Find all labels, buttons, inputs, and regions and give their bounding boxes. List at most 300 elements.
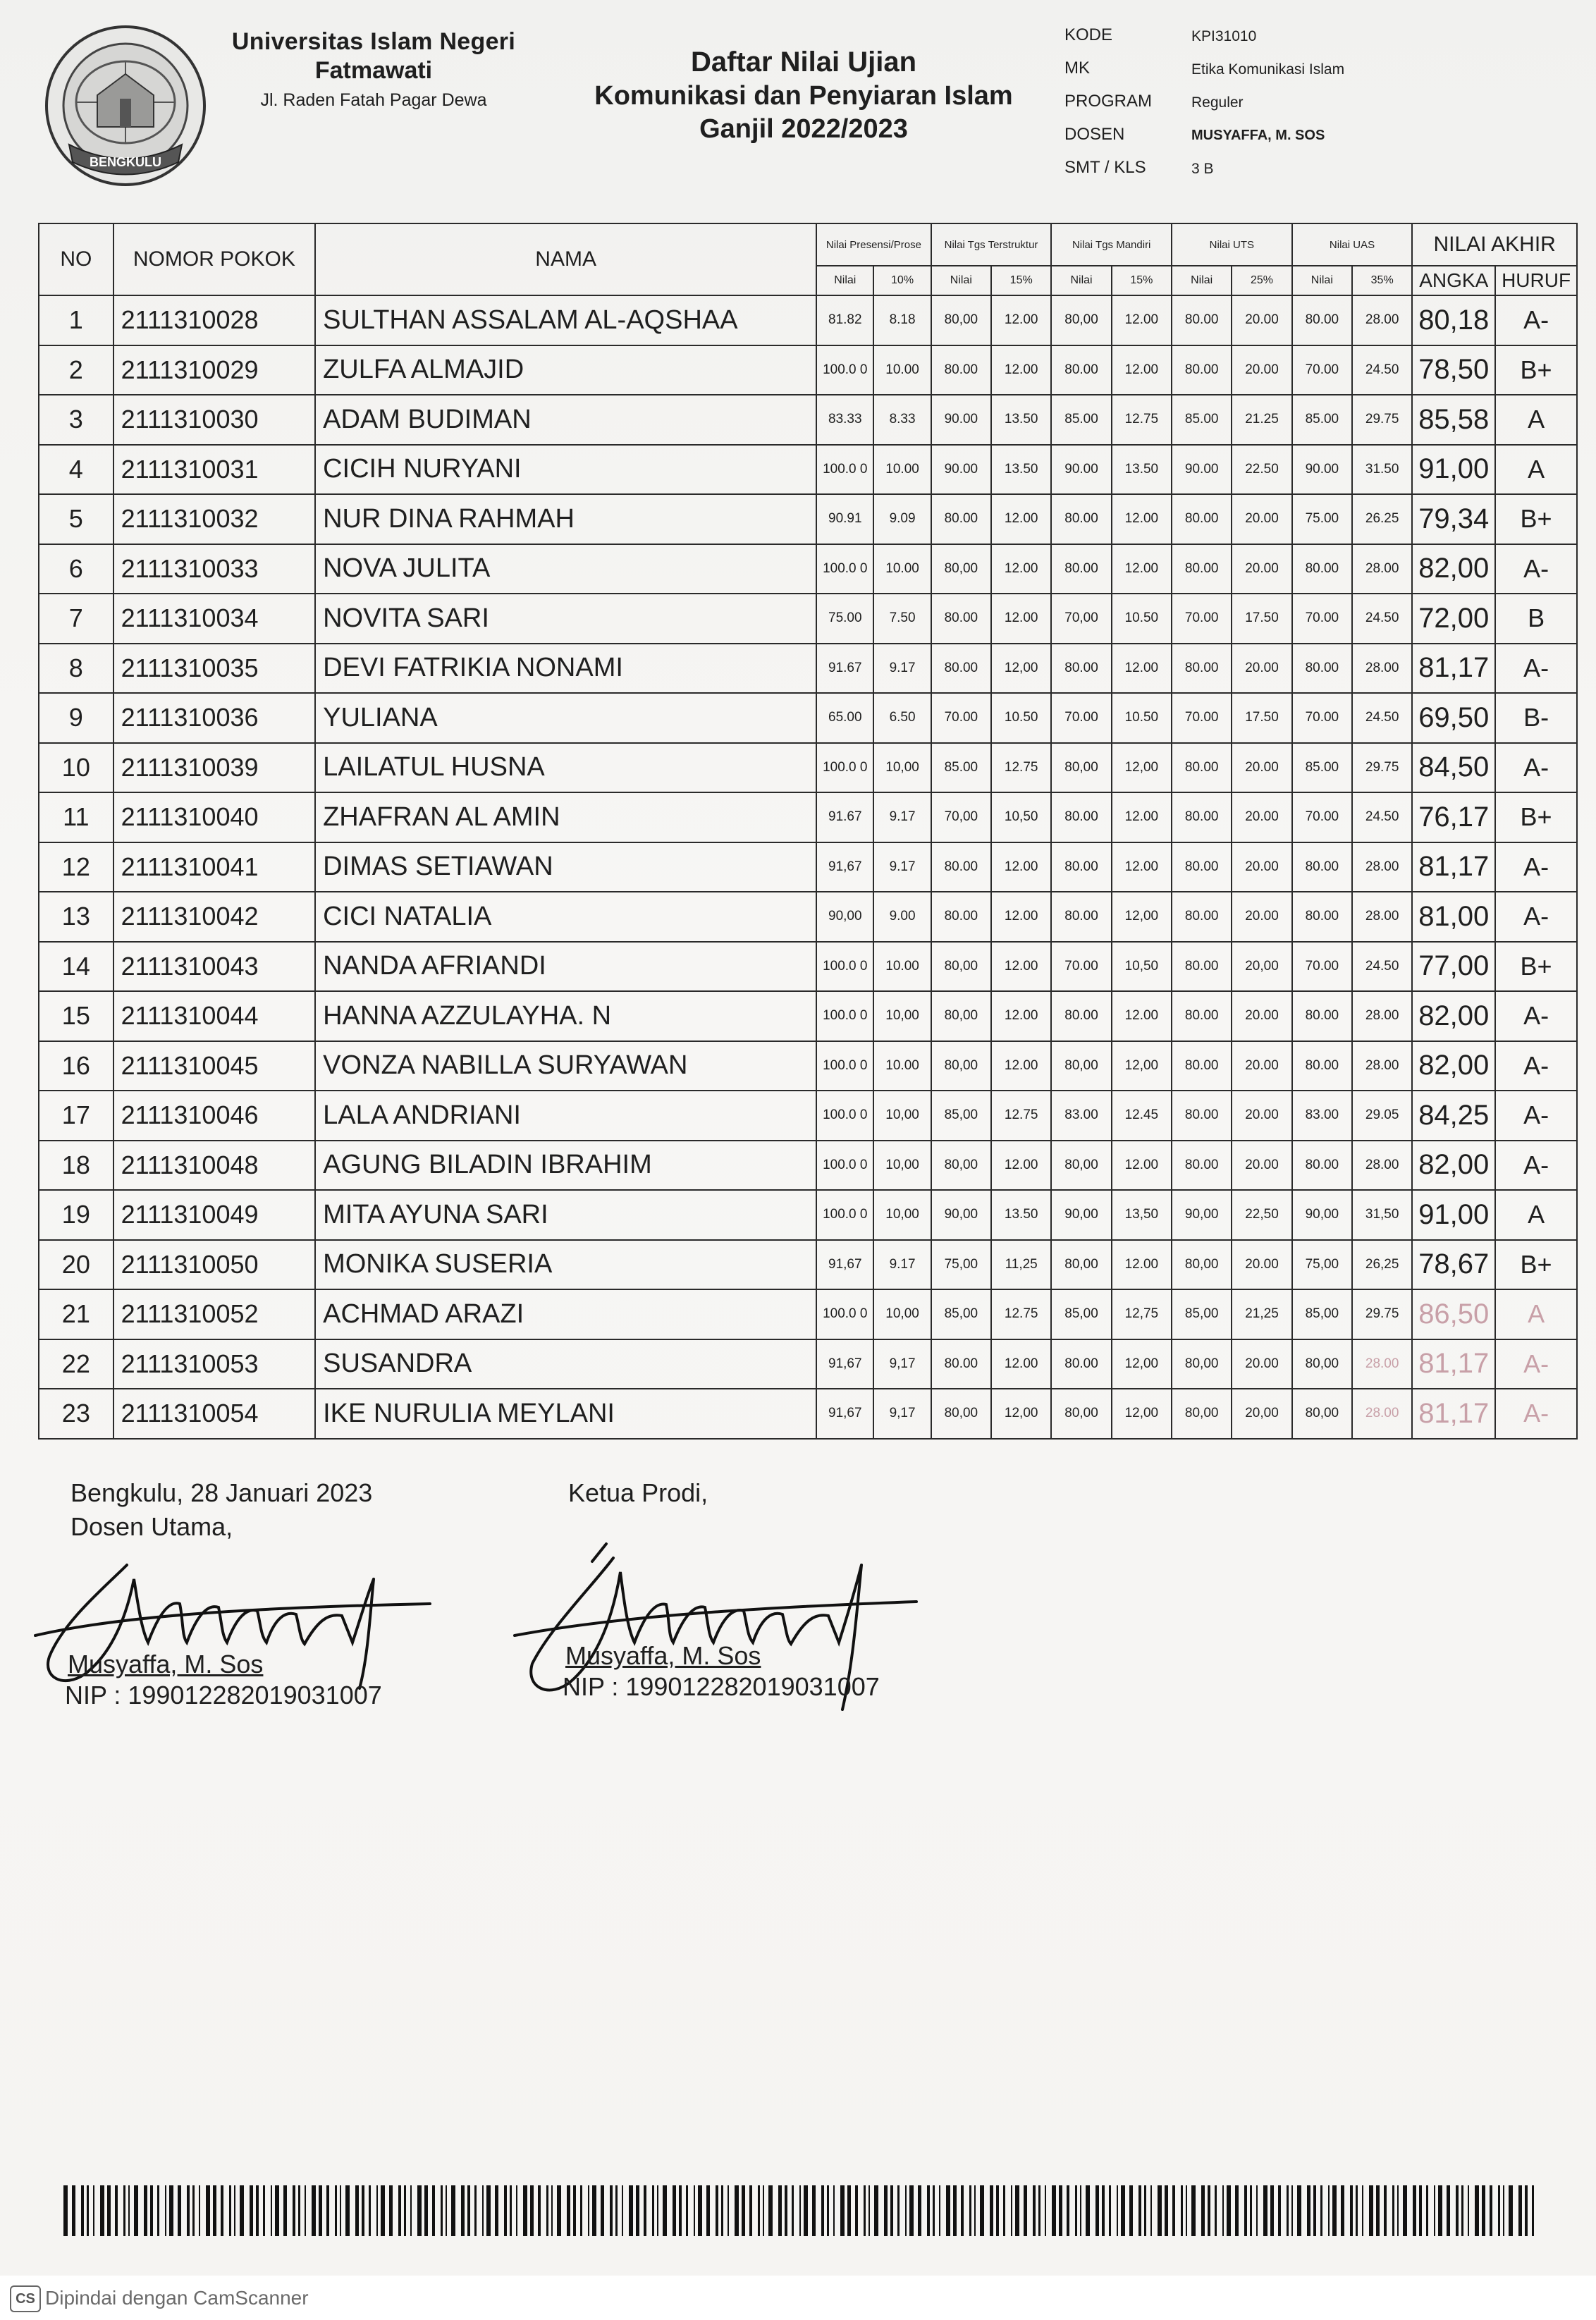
- uts-nilai-cell: 80.00: [1172, 494, 1232, 544]
- presensi-10pct-cell: 10.00: [873, 345, 931, 395]
- mandiri-15pct-cell: 13,50: [1112, 1190, 1172, 1240]
- barcode-bar: [768, 2185, 773, 2236]
- barcode-bar: [874, 2185, 878, 2236]
- uts-nilai-cell: 80,00: [1172, 1389, 1232, 1439]
- uas-nilai-cell: 70.00: [1292, 693, 1352, 743]
- mandiri-15pct-cell: 12.45: [1112, 1091, 1172, 1141]
- mandiri-nilai-cell: 80,00: [1051, 1389, 1111, 1439]
- signature-right: [568, 1476, 708, 1510]
- uas-35pct-cell: 24.50: [1352, 594, 1412, 644]
- barcode-bar: [728, 2185, 729, 2236]
- uts-25pct-cell: 20.00: [1232, 1240, 1291, 1290]
- mandiri-15pct-cell: 12,75: [1112, 1289, 1172, 1339]
- table-row: [39, 594, 1577, 644]
- final-grade-cell: A-: [1495, 1041, 1577, 1091]
- barcode-bar: [1045, 2185, 1046, 2236]
- row-number-cell: 14: [39, 942, 113, 992]
- barcode-bar: [298, 2185, 300, 2236]
- presensi-10pct-cell: 7.50: [873, 594, 931, 644]
- terstruktur-nilai-cell: 70.00: [931, 693, 991, 743]
- final-grade-cell: B+: [1495, 345, 1577, 395]
- document-title: [585, 47, 1022, 145]
- barcode-bar: [804, 2185, 808, 2236]
- barcode-bar: [263, 2185, 265, 2236]
- header-no: NO: [39, 223, 113, 295]
- barcode-bar: [855, 2185, 858, 2236]
- terstruktur-15pct-cell: 12.00: [991, 295, 1051, 345]
- uas-nilai-cell: 80.00: [1292, 892, 1352, 942]
- barcode-bar: [1186, 2185, 1187, 2236]
- mandiri-15pct-cell: 10.50: [1112, 693, 1172, 743]
- barcode-bar: [398, 2185, 401, 2236]
- final-score-cell: 78,67: [1412, 1240, 1495, 1290]
- meta-value: Reguler: [1191, 94, 1244, 111]
- uas-nilai-cell: 80.00: [1292, 295, 1352, 345]
- barcode-bar: [580, 2185, 582, 2236]
- right-signer-name: Musyaffa, M. Sos: [565, 1641, 761, 1670]
- final-grade-cell: A: [1495, 1190, 1577, 1240]
- barcode-bar: [961, 2185, 964, 2236]
- barcode-bar: [432, 2185, 435, 2236]
- table-row: [39, 842, 1577, 892]
- terstruktur-nilai-cell: 80,00: [931, 1389, 991, 1439]
- table-row: [39, 892, 1577, 942]
- barcode-bar: [1080, 2185, 1081, 2236]
- mandiri-15pct-cell: 12.00: [1112, 991, 1172, 1041]
- presensi-10pct-cell: 10.00: [873, 1041, 931, 1091]
- presensi-nilai-cell: 90.91: [816, 494, 873, 544]
- presensi-nilai-cell: 100.0 0: [816, 544, 873, 594]
- barcode-bar: [335, 2185, 337, 2236]
- presensi-nilai-cell: 100.0 0: [816, 991, 873, 1041]
- barcode-bar: [87, 2185, 89, 2236]
- uts-25pct-cell: 21,25: [1232, 1289, 1291, 1339]
- final-grade-cell: A-: [1495, 644, 1577, 694]
- header-tugas-terstruktur: Nilai Tgs Terstruktur: [931, 223, 1052, 266]
- title-line3: Ganjil 2022/2023: [699, 114, 908, 144]
- barcode-bar: [840, 2185, 845, 2236]
- barcode-bar: [1307, 2185, 1310, 2236]
- uts-25pct-cell: 17.50: [1232, 594, 1291, 644]
- nomor-pokok-cell: 2111310033: [113, 544, 315, 594]
- uts-25pct-cell: 20.00: [1232, 1041, 1291, 1091]
- uts-nilai-cell: 80.00: [1172, 792, 1232, 842]
- row-number-cell: 12: [39, 842, 113, 892]
- terstruktur-nilai-cell: 80.00: [931, 345, 991, 395]
- barcode-bar: [234, 2185, 235, 2236]
- mandiri-nilai-cell: 80.00: [1051, 494, 1111, 544]
- student-name-cell: IKE NURULIA MEYLANI: [315, 1389, 816, 1439]
- final-grade-cell: B+: [1495, 1240, 1577, 1290]
- presensi-10pct-cell: 10.00: [873, 544, 931, 594]
- table-row: [39, 445, 1577, 495]
- barcode-bar: [404, 2185, 406, 2236]
- uts-25pct-cell: 20.00: [1232, 1091, 1291, 1141]
- mandiri-nilai-cell: 80.00: [1051, 644, 1111, 694]
- barcode-bar: [355, 2185, 359, 2236]
- final-score-cell: 84,25: [1412, 1091, 1495, 1141]
- uts-nilai-cell: 80.00: [1172, 743, 1232, 793]
- barcode-bar: [1158, 2185, 1162, 2236]
- nomor-pokok-cell: 2111310036: [113, 693, 315, 743]
- mandiri-15pct-cell: 12.00: [1112, 644, 1172, 694]
- row-number-cell: 4: [39, 445, 113, 495]
- barcode-bar: [1392, 2185, 1394, 2236]
- subheader-10pct: 10%: [873, 266, 931, 295]
- barcode-bar: [523, 2185, 527, 2236]
- barcode-bar: [187, 2185, 190, 2236]
- student-name-cell: HANNA AZZULAYHA. N: [315, 991, 816, 1041]
- uas-35pct-cell: 28.00: [1352, 1339, 1412, 1389]
- title-line1: Daftar Nilai Ujian: [690, 47, 917, 78]
- barcode-bar: [1256, 2185, 1258, 2236]
- header-presensi: Nilai Presensi/Prose: [816, 223, 931, 266]
- terstruktur-nilai-cell: 80,00: [931, 295, 991, 345]
- uts-25pct-cell: 20.00: [1232, 644, 1291, 694]
- barcode-bar: [1086, 2185, 1090, 2236]
- barcode-bar: [657, 2185, 658, 2236]
- barcode-bar: [1503, 2185, 1504, 2236]
- barcode-bar: [312, 2185, 316, 2236]
- barcode-bar: [1328, 2185, 1330, 2236]
- presensi-nilai-cell: 100.0 0: [816, 445, 873, 495]
- meta-value: MUSYAFFA, M. SOS: [1191, 128, 1325, 143]
- camscanner-icon: CS: [10, 2285, 41, 2312]
- terstruktur-15pct-cell: 13.50: [991, 445, 1051, 495]
- nomor-pokok-cell: 2111310052: [113, 1289, 315, 1339]
- barcode-bar: [250, 2185, 253, 2236]
- subheader-nilai: Nilai: [931, 266, 991, 295]
- mandiri-nilai-cell: 80.00: [1051, 892, 1111, 942]
- mandiri-nilai-cell: 80.00: [1051, 345, 1111, 395]
- student-name-cell: DEVI FATRIKIA NONAMI: [315, 644, 816, 694]
- barcode-bar: [1482, 2185, 1485, 2236]
- meta-key: KODE: [1064, 25, 1113, 44]
- meta-key: PROGRAM: [1064, 92, 1153, 111]
- barcode-bar: [897, 2185, 900, 2236]
- uts-25pct-cell: 22,50: [1232, 1190, 1291, 1240]
- terstruktur-nilai-cell: 85,00: [931, 1289, 991, 1339]
- uas-nilai-cell: 80.00: [1292, 842, 1352, 892]
- barcode-bar: [1244, 2185, 1247, 2236]
- student-name-cell: ZHAFRAN AL AMIN: [315, 792, 816, 842]
- nomor-pokok-cell: 2111310039: [113, 743, 315, 793]
- presensi-nilai-cell: 65.00: [816, 693, 873, 743]
- barcode-bar: [1011, 2185, 1012, 2236]
- barcode-bar: [749, 2185, 752, 2236]
- barcode-bar: [996, 2185, 999, 2236]
- student-name-cell: ZULFA ALMAJID: [315, 345, 816, 395]
- barcode-bar: [516, 2185, 517, 2236]
- uas-35pct-cell: 29.75: [1352, 743, 1412, 793]
- barcode-bar: [1117, 2185, 1118, 2236]
- table-row: [39, 743, 1577, 793]
- final-score-cell: 78,50: [1412, 345, 1495, 395]
- barcode-bar: [847, 2185, 851, 2236]
- uas-35pct-cell: 31.50: [1352, 445, 1412, 495]
- barcode-bar: [369, 2185, 371, 2236]
- mandiri-nilai-cell: 80,00: [1051, 295, 1111, 345]
- barcode-bar: [1129, 2185, 1133, 2236]
- final-grade-cell: A-: [1495, 1389, 1577, 1439]
- uts-25pct-cell: 20.00: [1232, 544, 1291, 594]
- barcode-bar: [694, 2185, 695, 2236]
- student-name-cell: NUR DINA RAHMAH: [315, 494, 816, 544]
- barcode-bar: [601, 2185, 604, 2236]
- nomor-pokok-cell: 2111310053: [113, 1339, 315, 1389]
- uas-nilai-cell: 80.00: [1292, 644, 1352, 694]
- subheader-15pct: 15%: [991, 266, 1051, 295]
- final-grade-cell: B-: [1495, 693, 1577, 743]
- terstruktur-15pct-cell: 12.00: [991, 544, 1051, 594]
- presensi-10pct-cell: 9.17: [873, 1240, 931, 1290]
- uts-nilai-cell: 85.00: [1172, 395, 1232, 445]
- table-row: [39, 1240, 1577, 1290]
- subheader-angka: ANGKA: [1412, 266, 1495, 295]
- final-grade-cell: A-: [1495, 1141, 1577, 1191]
- mandiri-nilai-cell: 80.00: [1051, 842, 1111, 892]
- student-name-cell: LALA ANDRIANI: [315, 1091, 816, 1141]
- barcode-bar: [144, 2185, 147, 2236]
- barcode-bar: [213, 2185, 216, 2236]
- barcode-bar: [240, 2185, 244, 2236]
- barcode-bar: [169, 2185, 173, 2236]
- meta-key: MK: [1064, 59, 1090, 78]
- row-number-cell: 10: [39, 743, 113, 793]
- barcode-bar: [1144, 2185, 1146, 2236]
- barcode-bar: [100, 2185, 104, 2236]
- mandiri-15pct-cell: 10.50: [1112, 594, 1172, 644]
- table-row: [39, 1141, 1577, 1191]
- mandiri-15pct-cell: 12,00: [1112, 892, 1172, 942]
- barcode-bar: [474, 2185, 477, 2236]
- row-number-cell: 9: [39, 693, 113, 743]
- terstruktur-nilai-cell: 80.00: [931, 842, 991, 892]
- uas-nilai-cell: 90,00: [1292, 1190, 1352, 1240]
- final-score-cell: 82,00: [1412, 991, 1495, 1041]
- final-score-cell: 85,58: [1412, 395, 1495, 445]
- barcode-bar: [1384, 2185, 1387, 2236]
- mandiri-nilai-cell: 80.00: [1051, 991, 1111, 1041]
- mandiri-15pct-cell: 12,00: [1112, 1041, 1172, 1091]
- subheader-15pct: 15%: [1112, 266, 1172, 295]
- terstruktur-15pct-cell: 10.50: [991, 693, 1051, 743]
- uas-35pct-cell: 31,50: [1352, 1190, 1412, 1240]
- barcode-bar: [530, 2185, 534, 2236]
- barcode-bar: [1215, 2185, 1217, 2236]
- final-grade-cell: A-: [1495, 544, 1577, 594]
- mandiri-15pct-cell: 12.00: [1112, 1141, 1172, 1191]
- final-score-cell: 81,17: [1412, 644, 1495, 694]
- barcode-bar: [107, 2185, 111, 2236]
- barcode-bar: [199, 2185, 200, 2236]
- uas-nilai-cell: 75.00: [1292, 494, 1352, 544]
- student-name-cell: DIMAS SETIAWAN: [315, 842, 816, 892]
- nomor-pokok-cell: 2111310032: [113, 494, 315, 544]
- terstruktur-nilai-cell: 80.00: [931, 594, 991, 644]
- subheader-nilai: Nilai: [1292, 266, 1352, 295]
- table-row: [39, 544, 1577, 594]
- barcode-bar: [557, 2185, 561, 2236]
- uas-nilai-cell: 70.00: [1292, 942, 1352, 992]
- terstruktur-15pct-cell: 13.50: [991, 1190, 1051, 1240]
- final-grade-cell: B+: [1495, 792, 1577, 842]
- student-name-cell: NOVA JULITA: [315, 544, 816, 594]
- mandiri-nilai-cell: 80.00: [1051, 1339, 1111, 1389]
- presensi-10pct-cell: 9,17: [873, 1389, 931, 1439]
- uas-nilai-cell: 80.00: [1292, 544, 1352, 594]
- barcode-bar: [716, 2185, 718, 2236]
- final-grade-cell: A: [1495, 1289, 1577, 1339]
- final-score-cell: 81,00: [1412, 892, 1495, 942]
- nomor-pokok-cell: 2111310043: [113, 942, 315, 992]
- mandiri-nilai-cell: 90,00: [1051, 1190, 1111, 1240]
- final-grade-cell: B+: [1495, 494, 1577, 544]
- institution-address: Jl. Raden Fatah Pagar Dewa: [260, 90, 487, 110]
- mandiri-15pct-cell: 12.00: [1112, 345, 1172, 395]
- presensi-nilai-cell: 100.0 0: [816, 1091, 873, 1141]
- barcode-bar: [909, 2185, 914, 2236]
- barcode-bar: [1222, 2185, 1224, 2236]
- uts-nilai-cell: 80.00: [1172, 295, 1232, 345]
- terstruktur-nilai-cell: 80.00: [931, 892, 991, 942]
- barcode-bar: [362, 2185, 364, 2236]
- subheader-nilai: Nilai: [1051, 266, 1111, 295]
- uts-nilai-cell: 80.00: [1172, 644, 1232, 694]
- barcode-bar: [1075, 2185, 1077, 2236]
- barcode-bar: [1024, 2185, 1027, 2236]
- barcode-bar: [115, 2185, 118, 2236]
- barcode-bar: [1456, 2185, 1459, 2236]
- mandiri-nilai-cell: 70.00: [1051, 942, 1111, 992]
- barcode-bar: [615, 2185, 618, 2236]
- uts-25pct-cell: 20.00: [1232, 494, 1291, 544]
- mandiri-15pct-cell: 10,50: [1112, 942, 1172, 992]
- final-score-cell: 69,50: [1412, 693, 1495, 743]
- table-row: [39, 295, 1577, 345]
- barcode-bar: [495, 2185, 498, 2236]
- subheader-25pct: 25%: [1232, 266, 1291, 295]
- final-score-cell: 86,50: [1412, 1289, 1495, 1339]
- terstruktur-nilai-cell: 80.00: [931, 644, 991, 694]
- barcode-bar: [890, 2185, 893, 2236]
- row-number-cell: 7: [39, 594, 113, 644]
- terstruktur-nilai-cell: 80,00: [931, 544, 991, 594]
- subheader-huruf: HURUF: [1495, 266, 1577, 295]
- barcode-bar: [706, 2185, 710, 2236]
- final-score-cell: 79,34: [1412, 494, 1495, 544]
- barcode-bar: [1059, 2185, 1062, 2236]
- barcode-bar: [953, 2185, 957, 2236]
- mandiri-15pct-cell: 12,00: [1112, 1339, 1172, 1389]
- barcode-bar: [1003, 2185, 1005, 2236]
- uts-25pct-cell: 20.00: [1232, 1141, 1291, 1191]
- table-row: [39, 1339, 1577, 1389]
- barcode-bar: [305, 2185, 306, 2236]
- barcode-bar: [686, 2185, 688, 2236]
- barcode-bar: [644, 2185, 646, 2236]
- barcode-bar: [319, 2185, 322, 2236]
- nomor-pokok-cell: 2111310031: [113, 445, 315, 495]
- final-grade-cell: A: [1495, 395, 1577, 445]
- final-score-cell: 80,18: [1412, 295, 1495, 345]
- barcode-bar: [1419, 2185, 1422, 2236]
- left-signer-name: Musyaffa, M. Sos: [68, 1650, 264, 1678]
- barcode-bar: [1376, 2185, 1380, 2236]
- terstruktur-nilai-cell: 90,00: [931, 1190, 991, 1240]
- uas-35pct-cell: 28.00: [1352, 1389, 1412, 1439]
- nomor-pokok-cell: 2111310049: [113, 1190, 315, 1240]
- barcode-bar: [1403, 2185, 1407, 2236]
- presensi-10pct-cell: 10,00: [873, 991, 931, 1041]
- barcode-bar: [974, 2185, 976, 2236]
- uts-nilai-cell: 90.00: [1172, 445, 1232, 495]
- nomor-pokok-cell: 2111310034: [113, 594, 315, 644]
- final-score-cell: 72,00: [1412, 594, 1495, 644]
- right-signer-role: Ketua Prodi,: [568, 1478, 708, 1507]
- uts-nilai-cell: 80,00: [1172, 1240, 1232, 1290]
- final-grade-cell: A-: [1495, 1091, 1577, 1141]
- presensi-10pct-cell: 10,00: [873, 1141, 931, 1191]
- presensi-10pct-cell: 9.17: [873, 842, 931, 892]
- barcode-bar: [1341, 2185, 1344, 2236]
- terstruktur-15pct-cell: 12.75: [991, 743, 1051, 793]
- barcode-bar: [1015, 2185, 1019, 2236]
- title-line2: Komunikasi dan Penyiaran Islam: [594, 81, 1013, 111]
- barcode-bar: [1095, 2185, 1099, 2236]
- barcode-bar: [389, 2185, 393, 2236]
- presensi-nilai-cell: 91.67: [816, 644, 873, 694]
- barcode-bar: [663, 2185, 667, 2236]
- presensi-10pct-cell: 8.18: [873, 295, 931, 345]
- barcode-bar: [1313, 2185, 1316, 2236]
- presensi-nilai-cell: 100.0 0: [816, 1289, 873, 1339]
- row-number-cell: 3: [39, 395, 113, 445]
- barcode-bar: [81, 2185, 84, 2236]
- mandiri-nilai-cell: 90.00: [1051, 445, 1111, 495]
- uts-nilai-cell: 80.00: [1172, 345, 1232, 395]
- barcode-bar: [1201, 2185, 1205, 2236]
- nomor-pokok-cell: 2111310048: [113, 1141, 315, 1191]
- uas-35pct-cell: 28.00: [1352, 295, 1412, 345]
- barcode-bar: [1250, 2185, 1252, 2236]
- final-grade-cell: A: [1495, 445, 1577, 495]
- row-number-cell: 17: [39, 1091, 113, 1141]
- mandiri-15pct-cell: 12.00: [1112, 295, 1172, 345]
- uas-nilai-cell: 70.00: [1292, 792, 1352, 842]
- barcode-bar: [792, 2185, 794, 2236]
- barcode-bar: [123, 2185, 125, 2236]
- barcode-bar: [1191, 2185, 1196, 2236]
- student-name-cell: YULIANA: [315, 693, 816, 743]
- barcode-bar: [157, 2185, 159, 2236]
- uts-25pct-cell: 20,00: [1232, 942, 1291, 992]
- terstruktur-nilai-cell: 80,00: [931, 991, 991, 1041]
- uas-35pct-cell: 29.75: [1352, 395, 1412, 445]
- barcode-bar: [1413, 2185, 1416, 2236]
- barcode-bar: [1235, 2185, 1239, 2236]
- nomor-pokok-cell: 2111310028: [113, 295, 315, 345]
- presensi-10pct-cell: 10.00: [873, 445, 931, 495]
- presensi-nilai-cell: 91.67: [816, 792, 873, 842]
- final-score-cell: 77,00: [1412, 942, 1495, 992]
- barcode-bar: [990, 2185, 993, 2236]
- presensi-10pct-cell: 9.17: [873, 792, 931, 842]
- mandiri-nilai-cell: 83.00: [1051, 1091, 1111, 1141]
- row-number-cell: 16: [39, 1041, 113, 1091]
- uts-nilai-cell: 80.00: [1172, 892, 1232, 942]
- student-name-cell: AGUNG BILADIN IBRAHIM: [315, 1141, 816, 1191]
